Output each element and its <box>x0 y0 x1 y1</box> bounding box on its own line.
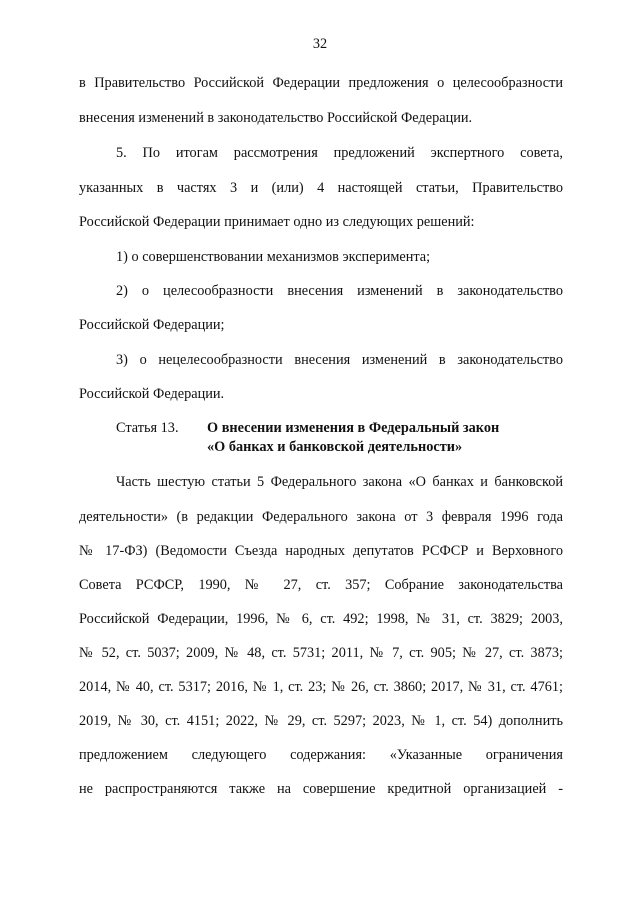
text-line: № 52, ст. 5037; 2009, № 48, ст. 5731; 2011, № 7, ст. 905; № 27, ст. 3873; <box>79 645 563 661</box>
text-line: в Правительство Российской Федерации предложения о целесообразности <box>79 75 563 91</box>
text-line: № 17-ФЗ) (Ведомости Съезда народных депутатов РСФСР и Верховного <box>79 543 563 559</box>
text-line: указанных в частях 3 и (или) 4 настоящей статьи, Правительство <box>79 180 563 196</box>
text-line: Российской Федерации; <box>79 317 225 333</box>
list-item: 3) о нецелесообразности внесения изменений в законодательство <box>116 352 563 368</box>
text-line: Российской Федерации. <box>79 386 225 402</box>
list-item: 2) о целесообразности внесения изменений в законодательство <box>116 283 563 299</box>
article-title: «О банках и банковской деятельности» <box>207 439 463 455</box>
text-line: Совета РСФСР, 1990, № 27, ст. 357; Собрание законодательства <box>79 577 563 593</box>
list-item: 1) о совершенствовании механизмов эксперимента; <box>116 249 431 265</box>
article-title: О внесении изменения в Федеральный закон <box>207 420 500 436</box>
text-line: 2014, № 40, ст. 5317; 2016, № 1, ст. 23; № 26, ст. 3860; 2017, № 31, ст. 4761; <box>79 679 563 695</box>
text-line: деятельности» (в редакции Федерального закона от 3 февраля 1996 года <box>79 509 563 525</box>
text-line: предложением следующего содержания: «Указанные ограничения <box>79 747 563 763</box>
text-line: Часть шестую статьи 5 Федерального закона «О банках и банковской <box>116 474 563 490</box>
text-line: Российской Федерации принимает одно из следующих решений: <box>79 214 475 230</box>
text-line: 5. По итогам рассмотрения предложений экспертного совета, <box>116 145 563 161</box>
text-line: не распространяются также на совершение кредитной организацией - <box>79 781 563 797</box>
text-line: внесения изменений в законодательство Российской Федерации. <box>79 110 473 126</box>
page-number: 32 <box>312 36 328 52</box>
text-line: Российской Федерации, 1996, № 6, ст. 492; 1998, № 31, ст. 3829; 2003, <box>79 611 563 627</box>
article-label: Статья 13. <box>116 420 179 436</box>
text-line: 2019, № 30, ст. 4151; 2022, № 29, ст. 5297; 2023, № 1, ст. 54) дополнить <box>79 713 563 729</box>
